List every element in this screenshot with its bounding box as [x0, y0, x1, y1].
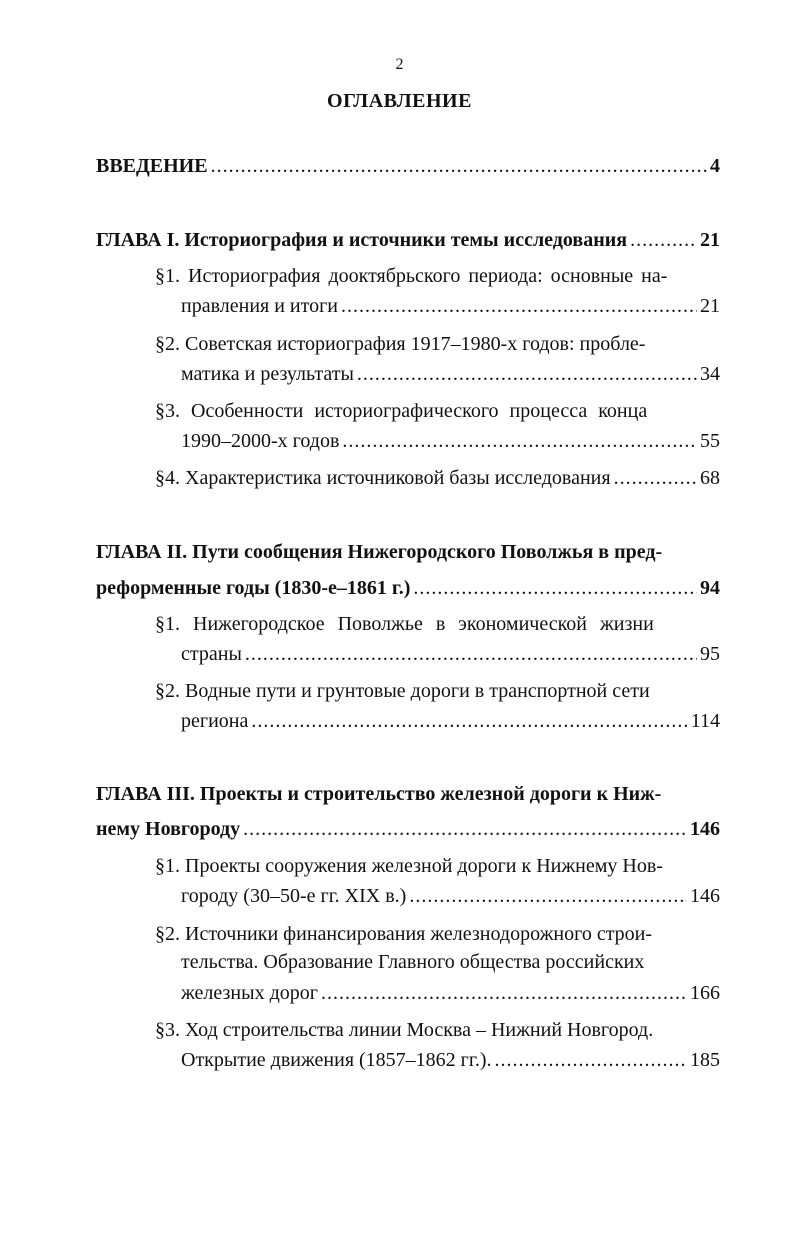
toc-ch3-s1-line2[interactable] [155, 882, 720, 910]
toc-entry-text: нему Новгороду [96, 818, 241, 840]
toc-page-number: 21 [700, 229, 720, 251]
toc-chapter-2-line1[interactable]: ГЛАВА II. Пути сообщения Нижегородского Поволжья в пред- [96, 541, 663, 563]
dot-leader [243, 815, 687, 843]
toc-page-number: 95 [700, 643, 720, 665]
toc-page-number: 146 [690, 818, 720, 840]
toc-entry-text: ГЛАВА I. Историография и источники темы исследования [96, 229, 628, 251]
page-number: 2 [395, 56, 404, 73]
toc-entry-text: Открытие движения (1857–1862 гг.). [181, 1049, 492, 1071]
dot-leader [614, 464, 697, 492]
toc-entry-text: железных дорог [181, 982, 318, 1004]
toc-ch1-s2-line2[interactable] [155, 360, 720, 388]
dot-leader [251, 707, 687, 735]
toc-ch2-s2-line1[interactable]: §2. Водные пути и грунтовые дороги в транспортной сети [155, 680, 650, 702]
toc-ch1-s3-line2[interactable] [155, 427, 720, 455]
toc-entry-text: реформенные годы (1830-е–1861 г.) [96, 577, 411, 599]
toc-page-number: 68 [700, 467, 720, 489]
toc-page-number: 185 [690, 1049, 720, 1071]
toc-ch3-s2-line3[interactable] [155, 979, 720, 1007]
toc-entry-text: правления и итоги [181, 295, 339, 317]
toc-page-number: 34 [700, 363, 720, 385]
toc-chapter-3-line1[interactable]: ГЛАВА III. Проекты и строительство железной дороги к Ниж- [96, 783, 662, 805]
toc-ch3-s3-line2[interactable] [155, 1046, 720, 1074]
toc-entry-text: матика и результаты [181, 363, 354, 385]
toc-page-number: 166 [690, 982, 720, 1004]
dot-leader [211, 152, 707, 180]
toc-entry-text: §4. Характеристика источниковой базы исследования [155, 467, 611, 489]
dot-leader [409, 882, 687, 910]
toc-ch1-s3-line1[interactable]: §3. Особенности историографического процесса конца [155, 400, 648, 422]
toc-ch3-s2-line1[interactable]: §2. Источники финансирования железнодорожного строи- [155, 923, 653, 945]
toc-ch3-s2-line2[interactable] [155, 948, 720, 976]
toc-chapter-2-line2[interactable] [96, 574, 720, 602]
dot-leader [630, 226, 697, 254]
toc-ch1-s4[interactable] [155, 464, 720, 492]
dot-leader [495, 1046, 688, 1074]
dot-leader [342, 427, 697, 455]
toc-entry-intro[interactable] [96, 152, 720, 180]
toc-page-number: 55 [700, 430, 720, 452]
toc-ch2-s1-line2[interactable] [155, 640, 720, 668]
toc-entry-text: тельства. Образование Главного общества российских [181, 951, 645, 973]
toc-entry-text: городу (30–50-е гг. XIX в.) [181, 885, 407, 907]
toc-chapter-3-line2[interactable] [96, 815, 720, 843]
toc-ch1-s2-line1[interactable]: §2. Советская историография 1917–1980-х годов: пробле- [155, 333, 646, 355]
dot-leader [413, 574, 697, 602]
toc-ch1-s1-line1[interactable]: §1. Историография дооктябрьского периода: основные на- [155, 265, 668, 287]
toc-page-number: 114 [690, 710, 720, 732]
toc-page-number: 4 [710, 155, 720, 177]
page-title: ОГЛАВЛЕНИЕ [327, 90, 472, 112]
toc-chapter-1[interactable] [96, 226, 720, 254]
toc-entry-text: региона [181, 710, 249, 732]
dot-leader [321, 979, 687, 1007]
dot-leader [357, 360, 697, 388]
toc-ch1-s1-line2[interactable] [155, 292, 720, 320]
toc-ch3-s1-line1[interactable]: §1. Проекты сооружения железной дороги к Нижнему Нов- [155, 855, 663, 877]
dot-leader [341, 292, 697, 320]
toc-entry-text: ВВЕДЕНИЕ [96, 155, 208, 177]
dot-leader [245, 640, 697, 668]
toc-entry-text: 1990–2000-х годов [181, 430, 340, 452]
toc-page-number: 21 [700, 295, 720, 317]
toc-page-number: 94 [700, 577, 720, 599]
toc-entry-text: страны [181, 643, 242, 665]
toc-ch2-s2-line2[interactable] [155, 707, 720, 735]
toc-ch3-s3-line1[interactable]: §3. Ход строительства линии Москва – Нижний Новгород. [155, 1019, 654, 1041]
toc-page-number: 146 [690, 885, 720, 907]
toc-ch2-s1-line1[interactable]: §1. Нижегородское Поволжье в экономической жизни [155, 613, 654, 635]
